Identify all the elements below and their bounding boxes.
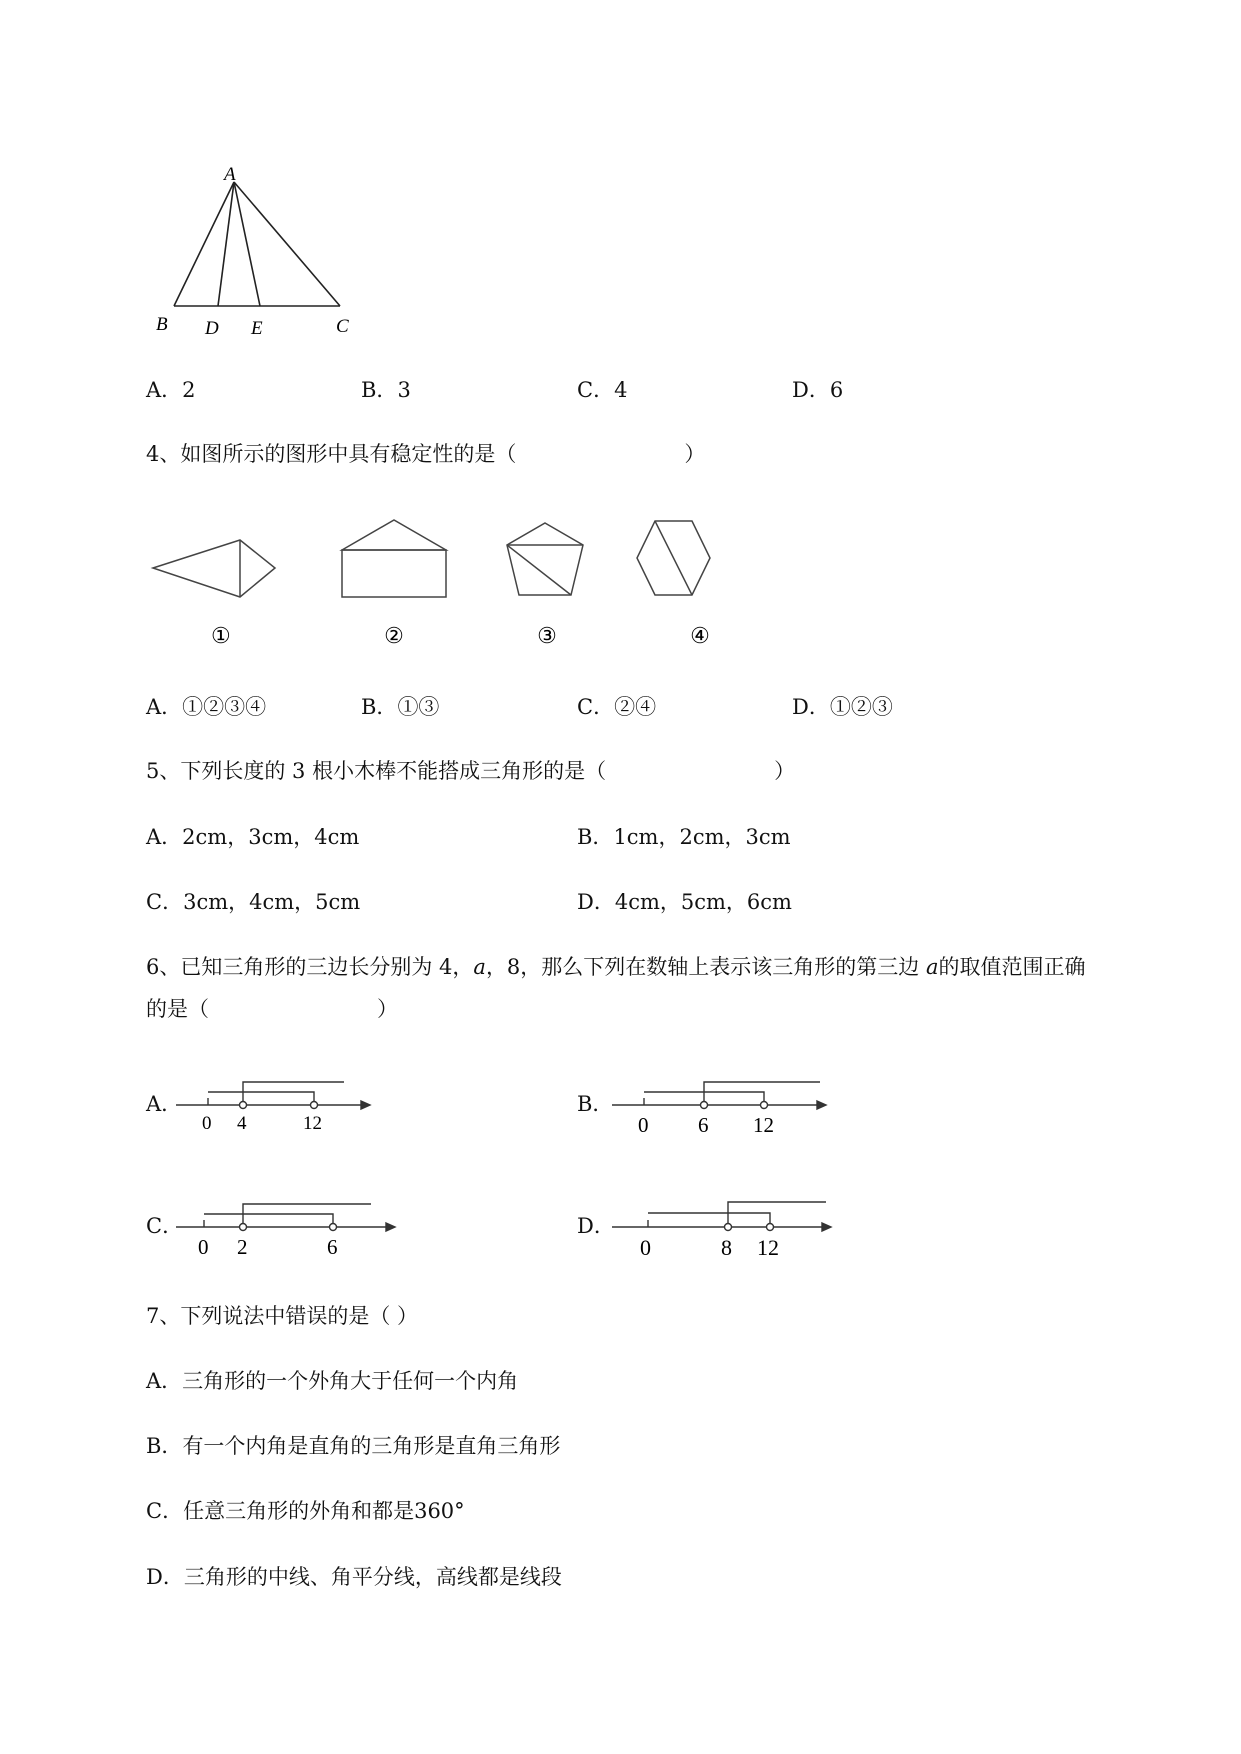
tick-6: 6 xyxy=(698,1113,709,1137)
q5-stem: 5、下列长度的 3 根小木棒不能搭成三角形的是（ ） xyxy=(146,759,796,783)
shape-label-1: ① xyxy=(211,623,231,648)
q4-option-c[interactable]: C．②④ xyxy=(577,695,657,719)
tick-0: 0 xyxy=(640,1235,651,1260)
tick-0: 0 xyxy=(198,1235,209,1259)
q6-number-line-b xyxy=(612,1070,832,1140)
tick-12: 12 xyxy=(303,1113,322,1134)
q4-shapes-figure xyxy=(145,515,745,655)
q5-option-b[interactable]: B．1cm，2cm，3cm xyxy=(577,825,791,849)
q3-option-d[interactable]: D．6 xyxy=(792,378,844,402)
vertex-label-b: B xyxy=(156,314,168,335)
q7-option-d[interactable]: D．三角形的中线、角平分线，高线都是线段 xyxy=(146,1565,562,1589)
q7-option-c[interactable]: C．任意三角形的外角和都是360° xyxy=(146,1499,465,1523)
q7-option-b[interactable]: B．有一个内角是直角的三角形是直角三角形 xyxy=(146,1434,561,1458)
q6-number-line-c xyxy=(176,1192,401,1262)
q4-stem: 4、如图所示的图形中具有稳定性的是（ ） xyxy=(146,442,706,466)
q3-option-a[interactable]: A．2 xyxy=(146,378,196,402)
q6-option-a-letter[interactable]: A． xyxy=(146,1092,183,1116)
vertex-label-e: E xyxy=(251,318,263,339)
q6-option-c-letter[interactable]: C． xyxy=(146,1214,184,1238)
var-a: a xyxy=(925,955,939,979)
tick-12: 12 xyxy=(753,1113,774,1137)
shape-label-4: ④ xyxy=(690,623,710,648)
q4-option-a[interactable]: A．①②③④ xyxy=(146,695,267,719)
q4-option-b[interactable]: B．①③ xyxy=(361,695,440,719)
tick-6: 6 xyxy=(327,1235,338,1259)
shape-label-3: ③ xyxy=(537,623,557,648)
q7-option-a[interactable]: A．三角形的一个外角大于任何一个内角 xyxy=(146,1369,519,1393)
tick-4: 4 xyxy=(237,1113,247,1134)
vertex-label-a: A xyxy=(224,164,236,185)
shape-label-2: ② xyxy=(384,623,404,648)
q7-stem: 7、下列说法中错误的是（ ） xyxy=(146,1304,419,1328)
q4-option-d[interactable]: D．①②③ xyxy=(792,695,893,719)
tick-0: 0 xyxy=(202,1113,212,1134)
tick-2: 2 xyxy=(237,1235,248,1259)
q5-option-a[interactable]: A．2cm，3cm，4cm xyxy=(146,825,360,849)
q6-option-b-letter[interactable]: B． xyxy=(577,1092,614,1116)
q5-option-c[interactable]: C．3cm，4cm，5cm xyxy=(146,890,361,914)
q3-option-b[interactable]: B．3 xyxy=(361,378,411,402)
tick-12: 12 xyxy=(757,1235,779,1260)
tick-8: 8 xyxy=(721,1235,732,1260)
tick-0: 0 xyxy=(638,1113,649,1137)
triangle-figure xyxy=(150,160,400,340)
q6-stem-line2: 的是（ ） xyxy=(146,997,398,1021)
q3-option-c[interactable]: C．4 xyxy=(577,378,628,402)
var-a: a xyxy=(473,955,486,979)
q6-stem-line1: 6、已知三角形的三边长分别为 4，a，8，那么下列在数轴上表示该三角形的第三边 a的取值范围正确 xyxy=(146,955,1086,979)
q6-option-d-letter[interactable]: D． xyxy=(577,1214,615,1238)
q6-number-line-a xyxy=(176,1070,376,1140)
q5-option-d[interactable]: D．4cm，5cm，6cm xyxy=(577,890,792,914)
vertex-label-c: C xyxy=(336,316,349,337)
q6-number-line-d xyxy=(612,1190,837,1262)
vertex-label-d: D xyxy=(205,318,219,339)
